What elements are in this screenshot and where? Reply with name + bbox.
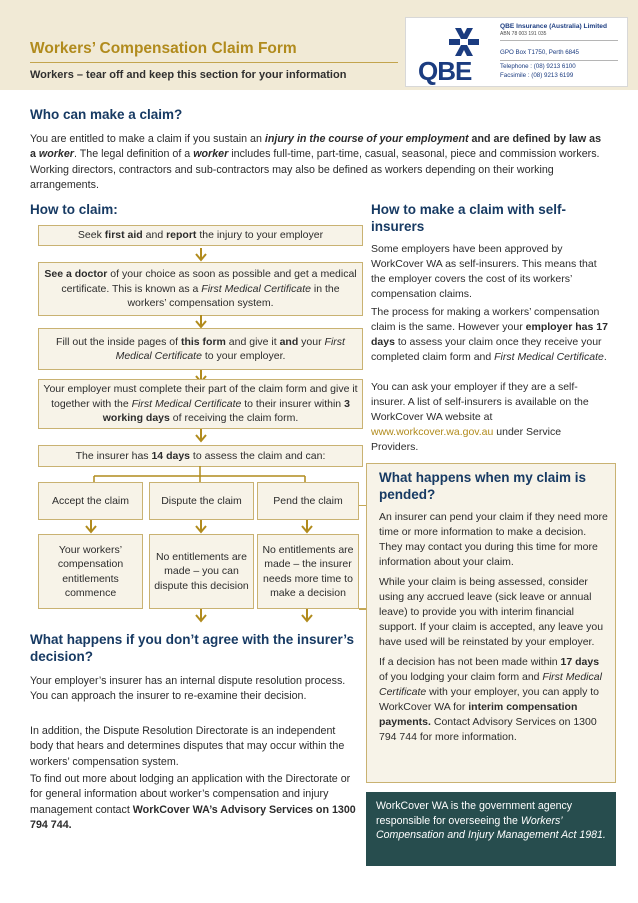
- flow-step-fill-form: Fill out the inside pages of this form and give it and your First Medical Certificate to your employer.: [38, 328, 363, 370]
- flow-option-accept: Accept the claim: [38, 482, 143, 520]
- arrow-down-icon: [194, 520, 208, 534]
- insurer-details-panel: [405, 17, 628, 87]
- self-insurers-heading: How to make a claim with self-insurers: [371, 202, 567, 234]
- flow-step-first-aid: Seek first aid and report the injury to your employer: [38, 225, 363, 246]
- pended-paragraph-2: While your claim is being assessed, consider using any accrued leave (sick leave or annual leave) to provide you with interim financial support. If your claim is accepted, any leave you have used will be reinstated by your employer.: [379, 575, 604, 648]
- qbe-cross-icon: [449, 28, 479, 56]
- pended-heading: What happens when my claim is pended?: [379, 470, 587, 502]
- qbe-wordmark: QBE: [418, 56, 472, 86]
- flow-step-insurer-assess: The insurer has 14 days to assess the claim and can:: [38, 445, 363, 467]
- disagree-heading: What happens if you don’t agree with the insurer’s decision?: [30, 632, 355, 664]
- flow-option-pend: Pend the claim: [257, 482, 359, 520]
- pended-info-box: [366, 463, 616, 783]
- how-to-claim-heading: How to claim:: [30, 202, 118, 217]
- self-paragraph-3: You can ask your employer if they are a self-insurer. A list of self-insurers is available on the WorkCover WA website at www.workcover.wa.gov.au under Service Providers.: [371, 381, 589, 453]
- disagree-paragraph-2: In addition, the Dispute Resolution Directorate is an independent body that hears and determines disputes that may occur within the workers’ compensation system.: [30, 725, 345, 768]
- insurer-abn: ABN 78 003 191 035: [500, 31, 547, 38]
- insurer-address: GPO Box T1750, Perth 6845: [500, 49, 579, 57]
- arrow-down-icon: [300, 609, 314, 623]
- arrow-down-icon: [300, 520, 314, 534]
- flow-step-see-doctor: See a doctor of your choice as soon as possible and get a medical certificate. This is known as a First Medical Certificate in the workers’ compensation system.: [38, 262, 363, 316]
- insurer-telephone: Telephone : (08) 9213 6100: [500, 62, 576, 70]
- insurer-contact: [500, 22, 618, 80]
- insurer-name: QBE Insurance (Australia) Limited: [500, 23, 607, 30]
- contact-divider: [500, 60, 618, 61]
- form-title: Workers’ Compensation Claim Form: [30, 40, 297, 57]
- contact-divider: [500, 40, 618, 41]
- pended-paragraph-3: If a decision has not been made within 17 days of you lodging your claim form and First Medical Certificate with your employer, you can apply to WorkCover WA for interim compensation payments. Contact Advisory Services on 1300 794 744 for more information.: [379, 655, 602, 743]
- who-heading: Who can make a claim?: [30, 107, 183, 122]
- arrow-down-icon: [194, 315, 208, 329]
- pended-paragraph-1: An insurer can pend your claim if they need more time or more information to make a decision. They may contact you during this time for more information about your claim.: [379, 510, 608, 568]
- insurer-facsimile: Facsimile : (08) 9213 6199: [500, 71, 574, 79]
- disagree-paragraph-1: Your employer’s insurer has an internal dispute resolution process. You can approach the insurer to re-examine their decision.: [30, 675, 346, 703]
- workcover-info-box: WorkCover WA is the government agency responsible for overseeing the Workers’ Compensation and Injury Management Act 1981.: [366, 792, 616, 866]
- arrow-down-icon: [194, 609, 208, 623]
- title-divider: [30, 62, 398, 63]
- flow-option-dispute: Dispute the claim: [149, 482, 254, 520]
- qbe-logo: [416, 28, 501, 84]
- flow-outcome-dispute: No entitlements are made – you can dispute this decision: [149, 534, 254, 609]
- flow-step-employer-submits: Your employer must complete their part of the claim form and give it together with the First Medical Certificate to their insurer within 3 working days of receiving the claim form.: [38, 379, 363, 429]
- disagree-paragraph-3: To find out more about lodging an application with the Directorate or for general information about worker’s compensation and injury management contact WorkCover WA’s Advisory Services on 1300 794 744.: [30, 773, 356, 831]
- arrow-down-icon: [84, 520, 98, 534]
- form-subtitle: Workers – tear off and keep this section for your information: [30, 69, 347, 81]
- self-paragraph-2: The process for making a workers’ compensation claim is the same. However your employer has 17 days to assess your claim once they receive your completed claim form and First Medical Certificate.: [371, 306, 608, 363]
- arrow-down-icon: [194, 429, 208, 443]
- arrow-down-icon: [194, 248, 208, 262]
- flow-outcome-pend: No entitlements are made – the insurer needs more time to make a decision: [257, 534, 359, 609]
- self-paragraph-1: Some employers have been approved by WorkCover WA as self-insurers. This means that the employer covers the cost of its workers’ compensation claims.: [371, 243, 597, 300]
- workcover-website-link[interactable]: www.workcover.wa.gov.au: [371, 426, 494, 438]
- flow-outcome-accept: Your workers’ compensation entitlements commence: [38, 534, 143, 609]
- who-paragraph: You are entitled to make a claim if you sustain an injury in the course of your employment and are defined by law as a worker. The legal definition of a worker includes full-time, part-time, casual, seasonal, piece and commission workers. Working directors, contractors and sub-contractors may also be defined as workers depending on their working arrangements.: [30, 133, 602, 191]
